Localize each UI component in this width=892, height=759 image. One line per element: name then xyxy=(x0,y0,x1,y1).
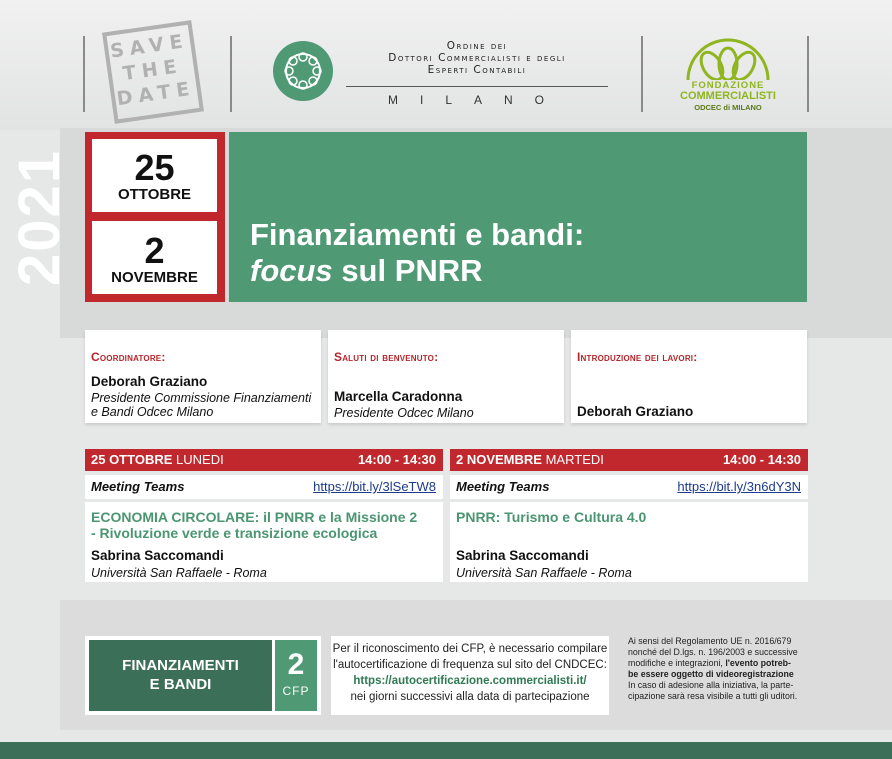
session1-title: ECONOMIA CIRCOLARE: il PNRR e la Missione 2 - Rivoluzione verde e transizione ecologica xyxy=(91,509,418,541)
date-card-1 xyxy=(92,139,217,212)
welcome-card: Saluti di benvenuto: Marcella Caradonna Presidente Odcec Milano xyxy=(328,330,564,423)
cfp-box xyxy=(85,636,321,715)
year-label: 2021 xyxy=(7,148,72,287)
session2-header: 2 NOVEMBRE MARTEDI 14:00 - 14:30 xyxy=(450,449,808,471)
date2-month: NOVEMBRE xyxy=(111,269,198,286)
session1-affiliation: Università San Raffaele - Roma xyxy=(91,566,267,580)
odc-city: MILANO xyxy=(387,93,566,107)
odc-rule xyxy=(346,86,608,87)
cfp-credits: 2 CFP xyxy=(275,640,317,711)
session2-link[interactable]: https://bit.ly/3n6dY3N xyxy=(677,479,801,494)
cfp-note: Per il riconoscimento dei CFP, è necessario compilare l'autocertificazione di frequenza sul sito del CNDCEC: https://autocertificazione.commercialisti.it/ nei giorni successivi alla data di partecipazione xyxy=(331,636,609,715)
event-title: Finanziamenti e bandi: focus sul PNRR xyxy=(250,217,585,288)
session1-link[interactable]: https://bit.ly/3lSeTW8 xyxy=(313,479,436,494)
date-card-2 xyxy=(92,221,217,294)
session2-affiliation: Università San Raffaele - Roma xyxy=(456,566,632,580)
date-box xyxy=(85,132,225,302)
session1-meeting: Meeting Teams https://bit.ly/3lSeTW8 xyxy=(85,475,443,499)
header-divider xyxy=(83,36,85,112)
session1-body xyxy=(85,502,443,582)
header-divider xyxy=(230,36,232,112)
session2-meeting: Meeting Teams https://bit.ly/3n6dY3N xyxy=(450,475,808,499)
session1-header: 25 OTTOBRE LUNEDI 14:00 - 14:30 xyxy=(85,449,443,471)
privacy-note: Ai sensi del Regolamento UE n. 2016/679 nonché del D.lgs. n. 196/2003 e successive modifiche e integrazioni, l'evento potreb- be essere oggetto di videoregistrazione In caso di adesione alla iniziativa, la parte- cipazione sarà resa visibile a tutti gli uditori. xyxy=(628,636,798,701)
bottom-bar xyxy=(0,742,892,759)
cfp-url-link[interactable]: https://autocertificazione.commercialisti.it/ xyxy=(353,675,587,687)
coordinator-card: Coordinatore: Deborah Graziano Presidente Commissione Finanziamenti e Bandi Odcec Milano xyxy=(85,330,321,423)
session2-body xyxy=(450,502,808,582)
session1-speaker: Sabrina Saccomandi xyxy=(91,548,224,563)
introduction-card: Introduzione dei lavori: Deborah Graziano xyxy=(571,330,807,423)
header-divider xyxy=(807,36,809,112)
fondazione-name: FONDAZIONE COMMERCIALISTI ODCEC di MILANO xyxy=(680,80,776,112)
odc-name: Ordine dei Dottori Commercialisti e degli Esperti Contabili xyxy=(388,40,566,76)
save-the-date-stamp: SAVE THE DATE xyxy=(102,20,204,124)
date2-day: 2 xyxy=(144,230,165,271)
odc-milano-logo-icon xyxy=(272,40,334,102)
date1-month: OTTOBRE xyxy=(117,186,192,203)
cfp-label: FINANZIAMENTI E BANDI xyxy=(89,640,272,711)
fondazione-logo-icon xyxy=(680,36,776,80)
header-divider xyxy=(641,36,643,112)
session2-speaker: Sabrina Saccomandi xyxy=(456,548,589,563)
session2-title: PNRR: Turismo e Cultura 4.0 xyxy=(456,509,647,525)
date1-day: 25 xyxy=(134,147,175,188)
